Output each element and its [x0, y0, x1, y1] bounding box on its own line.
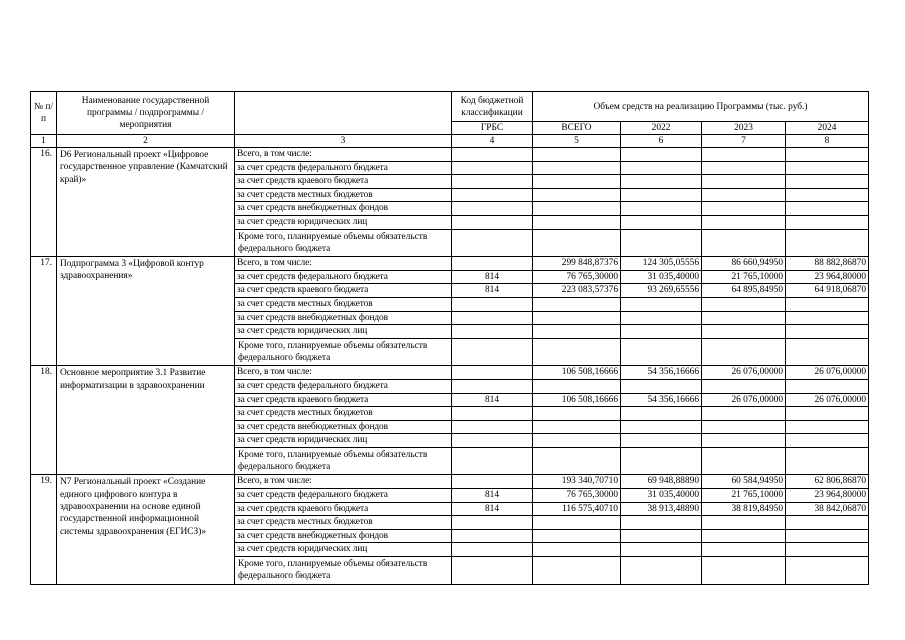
funding-source: за счет средств краевого бюджета — [235, 284, 452, 298]
amount-total — [533, 215, 621, 229]
grbs-code — [452, 379, 533, 393]
amount-2024: 26 076,00000 — [786, 393, 869, 407]
amount-2024 — [786, 338, 869, 366]
funding-source: за счет средств федерального бюджета — [235, 379, 452, 393]
document-page — [30, 91, 868, 585]
grbs-code — [452, 175, 533, 189]
amount-total: 76 765,30000 — [533, 489, 621, 503]
amount-total: 223 083,57376 — [533, 284, 621, 298]
amount-2024: 38 842,06870 — [786, 502, 869, 516]
funding-source: за счет средств местных бюджетов — [235, 297, 452, 311]
amount-2024 — [786, 188, 869, 202]
amount-2024 — [786, 543, 869, 557]
funding-source: за счет средств федерального бюджета — [235, 489, 452, 503]
amount-2023 — [702, 161, 786, 175]
amount-2024 — [786, 161, 869, 175]
amount-total — [533, 407, 621, 421]
funding-source: за счет средств федерального бюджета — [235, 161, 452, 175]
amount-2023 — [702, 447, 786, 475]
funding-source: за счет средств внебюджетных фондов — [235, 202, 452, 216]
grbs-code — [452, 366, 533, 380]
header-year-2022: 2022 — [621, 122, 702, 135]
grbs-code — [452, 297, 533, 311]
header-total: ВСЕГО — [533, 122, 621, 135]
funding-source: за счет средств юридических лиц — [235, 434, 452, 448]
amount-total — [533, 543, 621, 557]
amount-2022 — [621, 161, 702, 175]
amount-2024 — [786, 148, 869, 162]
funding-source: Кроме того, планируемые объемы обязательств федерального бюджета — [235, 338, 452, 366]
amount-2023 — [702, 229, 786, 257]
amount-total: 299 848,87376 — [533, 257, 621, 271]
amount-2023: 26 076,00000 — [702, 366, 786, 380]
grbs-code — [452, 257, 533, 271]
amount-2022 — [621, 447, 702, 475]
amount-2024: 23 964,80000 — [786, 270, 869, 284]
amount-2023 — [702, 325, 786, 339]
amount-2023 — [702, 188, 786, 202]
grbs-code — [452, 148, 533, 162]
amount-total — [533, 161, 621, 175]
grbs-code — [452, 338, 533, 366]
amount-2023 — [702, 297, 786, 311]
table-row — [31, 366, 869, 380]
amount-2023 — [702, 543, 786, 557]
amount-total — [533, 447, 621, 475]
amount-2023 — [702, 529, 786, 543]
amount-2024 — [786, 215, 869, 229]
funding-source: Кроме того, планируемые объемы обязательств федерального бюджета — [235, 557, 452, 585]
col-number-2: 2 — [57, 135, 235, 148]
grbs-code — [452, 202, 533, 216]
amount-2022 — [621, 338, 702, 366]
amount-2024 — [786, 516, 869, 530]
amount-2024: 23 964,80000 — [786, 489, 869, 503]
header-year-2023: 2023 — [702, 122, 786, 135]
amount-2022: 54 356,16666 — [621, 393, 702, 407]
amount-2023 — [702, 434, 786, 448]
amount-2022 — [621, 543, 702, 557]
amount-2022 — [621, 175, 702, 189]
header-row-number: № п/п — [31, 92, 57, 135]
amount-2024 — [786, 434, 869, 448]
amount-2023 — [702, 175, 786, 189]
grbs-code — [452, 434, 533, 448]
header-program-name: Наименование государственной программы / подпрограммы / мероприятия — [57, 92, 235, 135]
amount-2024 — [786, 311, 869, 325]
amount-2023 — [702, 420, 786, 434]
funding-source: за счет средств внебюджетных фондов — [235, 529, 452, 543]
amount-2022: 124 305,05556 — [621, 257, 702, 271]
funding-source: за счет средств внебюджетных фондов — [235, 311, 452, 325]
amount-2022 — [621, 148, 702, 162]
grbs-code — [452, 516, 533, 530]
funding-source: за счет средств юридических лиц — [235, 543, 452, 557]
funding-source: за счет средств федерального бюджета — [235, 270, 452, 284]
amount-2024 — [786, 202, 869, 216]
amount-2023: 21 765,10000 — [702, 489, 786, 503]
amount-2024 — [786, 447, 869, 475]
program-name: N7 Региональный проект «Создание единого цифрового контура в здравоохранении на основе единой государственной информационной системы здравоохранения (ЕГИСЗ)» — [57, 475, 235, 584]
amount-total — [533, 188, 621, 202]
amount-2023 — [702, 338, 786, 366]
amount-2024 — [786, 420, 869, 434]
funding-source: Всего, в том числе: — [235, 148, 452, 162]
row-number: 16. — [31, 148, 57, 257]
program-name: Основное мероприятие 3.1 Развитие информатизации в здравоохранении — [57, 366, 235, 475]
program-name: Подпрограмма 3 «Цифровой контур здравоохранения» — [57, 257, 235, 366]
amount-total — [533, 325, 621, 339]
amount-2022 — [621, 297, 702, 311]
funding-source: за счет средств краевого бюджета — [235, 502, 452, 516]
amount-total — [533, 516, 621, 530]
header-budget-code: Код бюджетной классификации — [452, 92, 533, 122]
amount-2023: 26 076,00000 — [702, 393, 786, 407]
amount-2022: 31 035,40000 — [621, 270, 702, 284]
col-number-3: 3 — [235, 135, 452, 148]
grbs-code — [452, 229, 533, 257]
amount-2022: 38 913,48890 — [621, 502, 702, 516]
col-number-7: 7 — [702, 135, 786, 148]
header-source — [235, 92, 452, 135]
funding-source: за счет средств местных бюджетов — [235, 407, 452, 421]
funding-source: Всего, в том числе: — [235, 475, 452, 489]
col-number-5: 5 — [533, 135, 621, 148]
amount-2022 — [621, 229, 702, 257]
amount-2023 — [702, 311, 786, 325]
col-number-8: 8 — [786, 135, 869, 148]
amount-2024: 26 076,00000 — [786, 366, 869, 380]
amount-2022 — [621, 407, 702, 421]
amount-total: 106 508,16666 — [533, 393, 621, 407]
amount-2024 — [786, 529, 869, 543]
funding-source: за счет средств краевого бюджета — [235, 393, 452, 407]
amount-total: 106 508,16666 — [533, 366, 621, 380]
amount-total — [533, 420, 621, 434]
amount-2022 — [621, 215, 702, 229]
amount-2024 — [786, 229, 869, 257]
grbs-code: 814 — [452, 489, 533, 503]
amount-total: 116 575,40710 — [533, 502, 621, 516]
amount-2024 — [786, 557, 869, 585]
amount-total — [533, 557, 621, 585]
amount-2024: 64 918,06870 — [786, 284, 869, 298]
amount-2024 — [786, 297, 869, 311]
amount-2023: 64 895,84950 — [702, 284, 786, 298]
header-funding-volume: Объем средств на реализацию Программы (тыс. руб.) — [533, 92, 869, 122]
grbs-code: 814 — [452, 393, 533, 407]
grbs-code: 814 — [452, 502, 533, 516]
grbs-code — [452, 475, 533, 489]
amount-2023 — [702, 148, 786, 162]
amount-2022 — [621, 557, 702, 585]
amount-2022 — [621, 325, 702, 339]
funding-source: за счет средств краевого бюджета — [235, 175, 452, 189]
funding-source: за счет средств юридических лиц — [235, 215, 452, 229]
grbs-code — [452, 215, 533, 229]
program-name: D6 Региональный проект «Цифровое государственное управление (Камчатский край)» — [57, 148, 235, 257]
amount-total — [533, 202, 621, 216]
amount-2022 — [621, 188, 702, 202]
amount-2022: 93 269,65556 — [621, 284, 702, 298]
amount-2024: 62 806,86870 — [786, 475, 869, 489]
header-year-2024: 2024 — [786, 122, 869, 135]
funding-source: Кроме того, планируемые объемы обязательств федерального бюджета — [235, 229, 452, 257]
grbs-code — [452, 529, 533, 543]
amount-2022: 69 948,88890 — [621, 475, 702, 489]
amount-total — [533, 379, 621, 393]
amount-2024 — [786, 379, 869, 393]
col-number-4: 4 — [452, 135, 533, 148]
amount-2023: 21 765,10000 — [702, 270, 786, 284]
amount-2022 — [621, 516, 702, 530]
amount-2022 — [621, 434, 702, 448]
funding-source: Всего, в том числе: — [235, 257, 452, 271]
amount-2023: 86 660,94950 — [702, 257, 786, 271]
amount-2023 — [702, 557, 786, 585]
row-number: 19. — [31, 475, 57, 584]
grbs-code: 814 — [452, 270, 533, 284]
amount-2023: 38 819,84950 — [702, 502, 786, 516]
row-number: 17. — [31, 257, 57, 366]
col-number-6: 6 — [621, 135, 702, 148]
amount-total — [533, 434, 621, 448]
amount-2024 — [786, 325, 869, 339]
row-number: 18. — [31, 366, 57, 475]
header-grbs: ГРБС — [452, 122, 533, 135]
budget-table — [30, 91, 869, 585]
amount-2023 — [702, 516, 786, 530]
amount-total — [533, 529, 621, 543]
grbs-code — [452, 325, 533, 339]
amount-2024: 88 882,86870 — [786, 257, 869, 271]
grbs-code — [452, 557, 533, 585]
amount-2022: 31 035,40000 — [621, 489, 702, 503]
funding-source: за счет средств внебюджетных фондов — [235, 420, 452, 434]
amount-total — [533, 297, 621, 311]
funding-source: за счет средств юридических лиц — [235, 325, 452, 339]
col-number-1: 1 — [31, 135, 57, 148]
table-row — [31, 148, 869, 162]
funding-source: Кроме того, планируемые объемы обязательств федерального бюджета — [235, 447, 452, 475]
funding-source: за счет средств местных бюджетов — [235, 516, 452, 530]
amount-total — [533, 175, 621, 189]
grbs-code: 814 — [452, 284, 533, 298]
amount-total: 193 340,70710 — [533, 475, 621, 489]
amount-2023 — [702, 202, 786, 216]
amount-total — [533, 338, 621, 366]
amount-2023: 60 584,94950 — [702, 475, 786, 489]
funding-source: за счет средств местных бюджетов — [235, 188, 452, 202]
grbs-code — [452, 407, 533, 421]
funding-source: Всего, в том числе: — [235, 366, 452, 380]
table-row — [31, 475, 869, 489]
amount-total — [533, 229, 621, 257]
grbs-code — [452, 161, 533, 175]
amount-total — [533, 311, 621, 325]
amount-2022 — [621, 379, 702, 393]
amount-2022 — [621, 420, 702, 434]
amount-2022 — [621, 529, 702, 543]
grbs-code — [452, 420, 533, 434]
amount-total — [533, 148, 621, 162]
amount-2022 — [621, 202, 702, 216]
amount-2023 — [702, 379, 786, 393]
amount-2022 — [621, 311, 702, 325]
table-body — [31, 148, 869, 585]
amount-total: 76 765,30000 — [533, 270, 621, 284]
amount-2023 — [702, 407, 786, 421]
table-row — [31, 257, 869, 271]
amount-2023 — [702, 215, 786, 229]
amount-2024 — [786, 175, 869, 189]
grbs-code — [452, 311, 533, 325]
grbs-code — [452, 543, 533, 557]
amount-2022: 54 356,16666 — [621, 366, 702, 380]
grbs-code — [452, 188, 533, 202]
amount-2024 — [786, 407, 869, 421]
grbs-code — [452, 447, 533, 475]
